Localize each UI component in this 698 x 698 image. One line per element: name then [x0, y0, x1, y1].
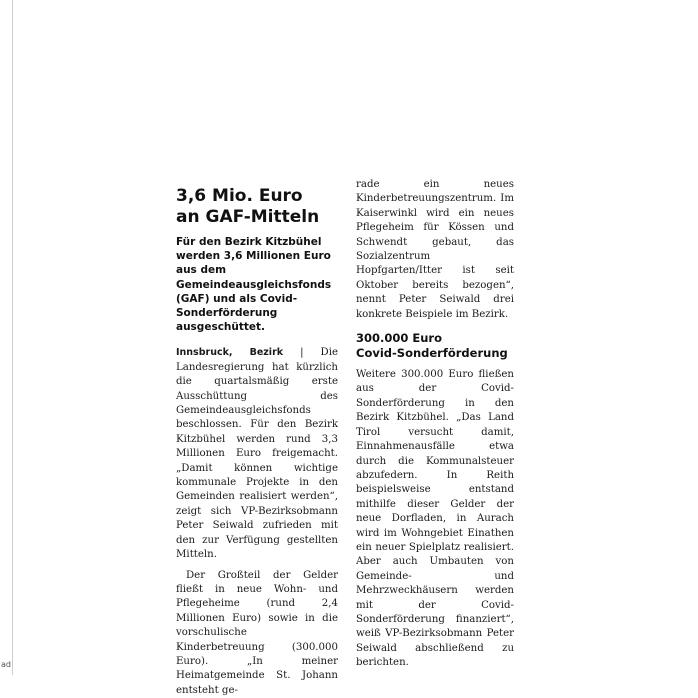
paragraph-2-continued-text: rade ein neues Kinderbetreuungszentrum. Im Kaiserwinkl wird ein neues Pflegeheim für Kössen und Schwendt gebaut, das Sozialzentrum Hopfgarten/Itter ist seit Oktober bereits bezogen“, nennt Peter Seiwald drei konkrete Beispiele im Bezirk. — [356, 179, 514, 320]
article-paragraph-2 — [176, 569, 338, 698]
subheading-line-2: Covid-Sonderförderung — [356, 345, 508, 360]
article-column-2 — [356, 178, 514, 671]
article-headline — [176, 186, 338, 228]
article-subheading — [356, 331, 514, 360]
dateline: Innsbruck, Bezirk — [176, 347, 284, 359]
subheading-line-1: 300.000 Euro — [356, 331, 442, 346]
dateline-separator: | — [283, 347, 321, 359]
headline-line-2: an GAF-Mitteln — [176, 207, 320, 227]
article-lead: Für den Bezirk Kitzbühel werden 3,6 Millionen Euro aus dem Gemeindeausgleichsfonds (GAF) und als Covid-Sonderförderung ausgeschüttet. — [176, 236, 332, 334]
headline-line-1: 3,6 Mio. Euro — [176, 186, 303, 206]
article-paragraph-1 — [176, 346, 338, 562]
article-column-1 — [176, 186, 338, 698]
page-marker: ad — [1, 660, 11, 669]
paragraph-1-text: Die Landesregierung hat kürzlich die quartalsmäßig erste Ausschüttung des Gemeindeausgleichsfonds beschlossen. Für den Bezirk Kitzbühel werden rund 3,3 Millionen Euro freigemacht. „Damit können wichtige kommunale Projekte in den Gemeinden realisiert werden“, zeigt sich VP-Bezirksobmann Peter Seiwald zufrieden mit den zur Verfügung gestellten Mitteln. — [176, 347, 338, 561]
paragraph-2-text: Der Großteil der Gelder fließt in neue Wohn- und Pflegeheime (rund 2,4 Millionen Euro) sowie in die vorschulische Kinderbetreuung (300.000 Euro). „In meiner Heimatgemeinde St. Johann entsteht ge- — [176, 569, 338, 696]
page-margin-rule — [12, 0, 13, 675]
article-paragraph-2-continued — [356, 178, 514, 322]
article-paragraph-3: Weitere 300.000 Euro fließen aus der Covid-Sonderförderung in den Bezirk Kitzbühel. „Das Land Tirol versucht damit, Einnahmenausfälle etwa durch die Kommunalsteuer abzufedern. In Reith beispielsweise entstand mithilfe dieser Gelder der neue Dorfladen, in Aurach wird im Wohngebiet Einathen ein neuer Spielplatz realisiert. Aber auch Umbauten von Gemeinde- und Mehrzweckhäusern werden mit der Covid-Sonderförderung finanziert“, weiß VP-Bezirksobmann Peter Seiwald abschließend zu berichten. — [356, 369, 514, 669]
